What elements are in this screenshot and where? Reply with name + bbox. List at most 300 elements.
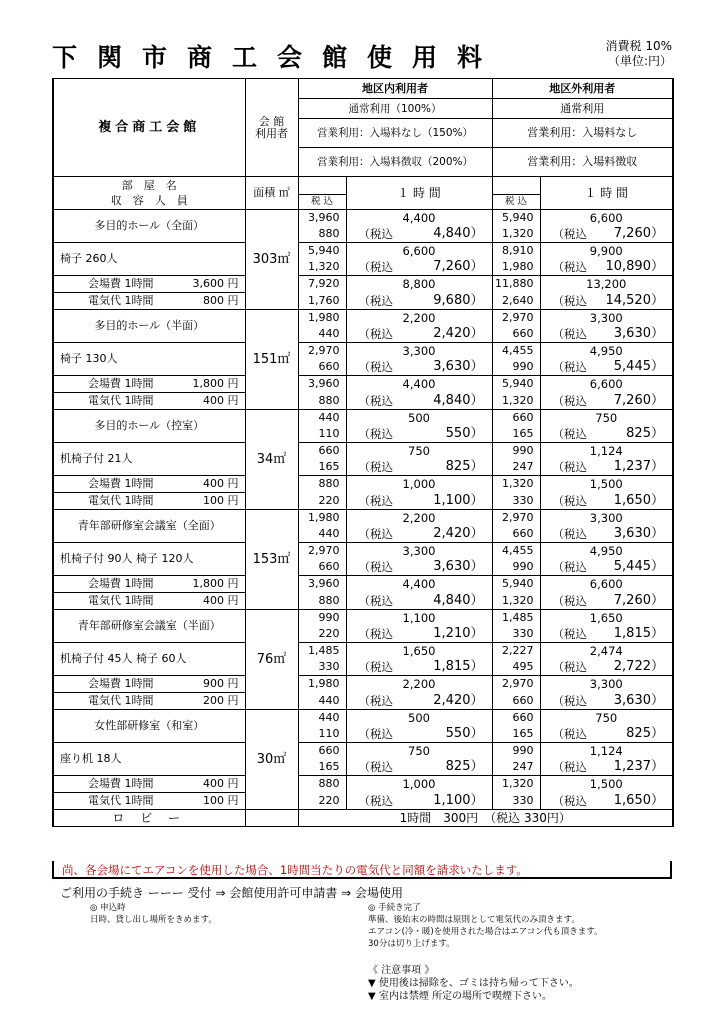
taxed-price-inside xyxy=(346,293,492,310)
tax-amount-inside: 220 xyxy=(298,493,346,510)
taxed-value: 825 xyxy=(445,459,471,474)
venue-fee xyxy=(53,376,245,393)
tax-base-inside: 3,960 xyxy=(298,576,346,593)
taxed-value: 1,210 xyxy=(433,626,471,641)
room-row xyxy=(53,476,673,493)
taxed-price-outside xyxy=(540,759,673,776)
electricity-fee-value: 100 円 xyxy=(203,494,239,507)
room-row xyxy=(53,743,673,760)
taxed-suffix: ） xyxy=(470,459,484,474)
taxed-prefix: （税込 xyxy=(552,627,587,641)
hour-price-inside: 1,100 xyxy=(346,610,492,627)
room-row xyxy=(53,293,673,310)
tax-base-outside: 1,485 xyxy=(492,610,540,627)
hour-price-inside: 1,650 xyxy=(346,643,492,660)
taxed-price-outside xyxy=(540,559,673,576)
taxed-value: 550 xyxy=(445,426,471,441)
tax-amount-inside: 880 xyxy=(298,593,346,610)
taxed-value: 1,237 xyxy=(613,459,651,474)
taxed-prefix: （税込 xyxy=(358,793,393,808)
electricity-fee xyxy=(53,693,245,710)
taxed-value: 2,420 xyxy=(433,692,471,708)
taxed-prefix: （税込 xyxy=(552,760,587,774)
room-row xyxy=(53,443,673,460)
taxed-value: 1,650 xyxy=(613,492,651,508)
tax-base-inside: 880 xyxy=(298,476,346,493)
tax-amount-inside: 440 xyxy=(298,693,346,710)
venue-fee-label: 会場費 1時間 xyxy=(88,677,154,690)
room-area: 30㎡ xyxy=(245,710,298,810)
taxed-price-outside xyxy=(540,259,673,276)
outside-user-header: 地区外利用者 xyxy=(492,79,673,99)
electricity-fee-label: 電気代 1時間 xyxy=(88,794,154,807)
hour-price-outside: 1,124 xyxy=(540,743,673,760)
taxed-prefix: （税込 xyxy=(358,393,393,408)
column-header-row xyxy=(53,177,673,195)
taxed-price-inside xyxy=(346,259,492,276)
tax-in-label-outside: 税 込 xyxy=(492,195,540,210)
taxed-value: 2,722 xyxy=(613,659,651,674)
hour-price-inside: 4,400 xyxy=(346,210,492,227)
taxed-suffix: ） xyxy=(650,392,664,408)
taxed-value: 5,445 xyxy=(613,559,651,574)
taxed-value: 7,260 xyxy=(613,592,651,608)
tax-base-inside: 660 xyxy=(298,443,346,460)
room-row xyxy=(53,410,673,427)
electricity-fee-label: 電気代 1時間 xyxy=(88,694,154,707)
venue-fee-label: 会場費 1時間 xyxy=(88,377,154,390)
taxed-value: 550 xyxy=(445,726,471,741)
taxed-suffix: ） xyxy=(650,626,664,641)
taxed-prefix: （税込 xyxy=(358,427,393,441)
taxed-prefix: （税込 xyxy=(358,527,393,541)
hour-header-outside: １ 時 間 xyxy=(540,177,673,210)
hour-price-outside: 1,500 xyxy=(540,476,673,493)
taxed-suffix: ） xyxy=(470,726,484,741)
taxed-price-outside xyxy=(540,626,673,643)
taxed-prefix: （税込 xyxy=(552,393,587,408)
cautions xyxy=(368,964,579,1003)
taxed-suffix: ） xyxy=(650,559,664,574)
taxed-value: 2,420 xyxy=(433,526,471,541)
electricity-fee-value: 400 円 xyxy=(203,594,239,607)
taxed-price-outside xyxy=(540,426,673,443)
tax-base-outside: 990 xyxy=(492,743,540,760)
electricity-fee-value: 400 円 xyxy=(203,394,239,407)
room-row xyxy=(53,310,673,327)
capacity-header: 収 容 人 員 xyxy=(110,194,188,207)
tax-amount-inside: 330 xyxy=(298,659,346,676)
venue-fee-value: 1,800 円 xyxy=(192,377,239,390)
hour-price-outside: 6,600 xyxy=(540,210,673,227)
room-row xyxy=(53,543,673,560)
caution-1: ▼ 使用後は掃除を、ゴミは持ち帰って下さい。 xyxy=(368,978,579,989)
electricity-fee-value: 800 円 xyxy=(203,294,239,307)
taxed-prefix: （税込 xyxy=(552,660,587,674)
taxed-price-outside xyxy=(540,326,673,343)
tax-amount-inside: 165 xyxy=(298,759,346,776)
hour-price-outside: 2,474 xyxy=(540,643,673,660)
hour-price-outside: 3,300 xyxy=(540,510,673,527)
taxed-value: 825 xyxy=(626,426,651,441)
taxed-price-inside xyxy=(346,459,492,476)
application-text: 日時、貸し出し場所をきめます。 xyxy=(90,915,217,925)
hour-price-inside: 500 xyxy=(346,710,492,727)
tax-amount-outside: 1,980 xyxy=(492,259,540,276)
taxed-value: 1,815 xyxy=(433,659,471,674)
taxed-price-outside xyxy=(540,693,673,710)
tax-amount-outside: 495 xyxy=(492,659,540,676)
room-area: 303㎡ xyxy=(245,210,298,310)
venue-fee-label: 会場費 1時間 xyxy=(88,777,154,790)
taxed-prefix: （税込 xyxy=(358,260,393,274)
taxed-suffix: ） xyxy=(470,659,484,674)
taxed-price-outside xyxy=(540,393,673,410)
taxed-value: 1,815 xyxy=(613,626,651,641)
taxed-value: 3,630 xyxy=(613,526,651,541)
room-row xyxy=(53,693,673,710)
taxed-price-outside xyxy=(540,459,673,476)
taxed-price-outside xyxy=(540,493,673,510)
room-name-header: 部 屋 名 xyxy=(121,179,177,192)
venue-fee-label: 会場費 1時間 xyxy=(88,477,154,490)
taxed-price-inside xyxy=(346,326,492,343)
hour-price-outside: 3,300 xyxy=(540,676,673,693)
taxed-suffix: ） xyxy=(650,492,664,508)
room-row xyxy=(53,276,673,293)
application-note xyxy=(90,902,217,926)
taxed-suffix: ） xyxy=(470,359,484,374)
lobby-row xyxy=(53,810,673,827)
room-row xyxy=(53,510,673,527)
taxed-price-outside xyxy=(540,793,673,810)
taxed-prefix: （税込 xyxy=(552,327,587,341)
room-row xyxy=(53,376,673,393)
hour-price-inside: 4,400 xyxy=(346,376,492,393)
taxed-suffix: ） xyxy=(470,392,484,408)
taxed-prefix: （税込 xyxy=(552,727,587,741)
taxed-price-inside xyxy=(346,493,492,510)
tax-amount-outside: 990 xyxy=(492,559,540,576)
taxed-suffix: ） xyxy=(650,259,664,274)
taxed-suffix: ） xyxy=(650,759,664,774)
hour-price-inside: 2,200 xyxy=(346,676,492,693)
hour-price-outside: 4,950 xyxy=(540,543,673,560)
venue-fee xyxy=(53,476,245,493)
room-capacity: 椅子 260人 xyxy=(53,243,245,276)
hour-price-inside: 1,000 xyxy=(346,476,492,493)
room-row xyxy=(53,676,673,693)
taxed-suffix: ） xyxy=(470,626,484,641)
taxed-prefix: （税込 xyxy=(358,360,393,374)
taxed-price-inside xyxy=(346,393,492,410)
tax-base-outside: 2,970 xyxy=(492,510,540,527)
taxed-suffix: ） xyxy=(650,426,664,441)
tax-amount-inside: 440 xyxy=(298,326,346,343)
electricity-fee-label: 電気代 1時間 xyxy=(88,494,154,507)
tax-base-outside: 2,970 xyxy=(492,676,540,693)
taxed-prefix: （税込 xyxy=(358,460,393,474)
taxed-price-inside xyxy=(346,559,492,576)
room-name: 青年部研修室会議室（全面） xyxy=(53,510,245,543)
electricity-fee-label: 電気代 1時間 xyxy=(88,394,154,407)
tax-base-outside: 660 xyxy=(492,710,540,727)
building-name: 複合商工会館 xyxy=(53,79,245,177)
taxed-prefix: （税込 xyxy=(552,527,587,541)
taxed-price-inside xyxy=(346,693,492,710)
header-row xyxy=(53,79,673,99)
taxed-suffix: ） xyxy=(650,592,664,608)
hour-price-outside: 9,900 xyxy=(540,243,673,260)
electricity-fee xyxy=(53,293,245,310)
taxed-price-outside xyxy=(540,593,673,610)
hour-price-outside: 750 xyxy=(540,710,673,727)
hour-price-outside: 4,950 xyxy=(540,343,673,360)
tax-amount-inside: 220 xyxy=(298,793,346,810)
taxed-price-inside xyxy=(346,359,492,376)
taxed-value: 1,237 xyxy=(613,759,651,774)
completion-text-2: エアコン(冷・暖)を使用された場合はエアコン代も頂きます。 xyxy=(368,927,603,937)
procedure-line: ご利用の手続き ーーー 受付 ⇒ 会館使用許可申請書 ⇒ 会場使用 xyxy=(60,886,403,900)
taxed-value: 2,420 xyxy=(433,326,471,341)
hour-price-outside: 13,200 xyxy=(540,276,673,293)
electricity-fee xyxy=(53,493,245,510)
room-area: 153㎡ xyxy=(245,510,298,610)
tax-base-outside: 2,227 xyxy=(492,643,540,660)
tax-base-inside: 880 xyxy=(298,776,346,793)
room-row xyxy=(53,776,673,793)
taxed-value: 825 xyxy=(626,726,651,741)
room-area: 34㎡ xyxy=(245,410,298,510)
room-name: 多目的ホール（控室） xyxy=(53,410,245,443)
hour-price-outside: 3,300 xyxy=(540,310,673,327)
lobby-name: ロ ビ ー xyxy=(53,810,245,827)
taxed-price-inside xyxy=(346,626,492,643)
taxed-price-inside xyxy=(346,726,492,743)
taxed-price-outside xyxy=(540,726,673,743)
taxed-price-outside xyxy=(540,226,673,243)
taxed-price-inside xyxy=(346,526,492,543)
tax-note xyxy=(596,39,672,69)
taxed-prefix: （税込 xyxy=(358,227,393,241)
room-row xyxy=(53,243,673,260)
taxed-suffix: ） xyxy=(470,492,484,508)
taxed-suffix: ） xyxy=(470,226,484,241)
room-row xyxy=(53,593,673,610)
tax-amount-outside: 330 xyxy=(492,793,540,810)
hour-price-inside: 3,300 xyxy=(346,543,492,560)
biz-paid-outside: 営業利用：入場料徴収 xyxy=(492,148,673,177)
room-capacity: 椅子 130人 xyxy=(53,343,245,376)
hour-price-inside: 500 xyxy=(346,410,492,427)
tax-base-inside: 5,940 xyxy=(298,243,346,260)
taxed-value: 7,260 xyxy=(613,226,651,241)
taxed-prefix: （税込 xyxy=(358,493,393,508)
tax-base-outside: 990 xyxy=(492,443,540,460)
tax-base-outside: 660 xyxy=(492,410,540,427)
tax-amount-inside: 165 xyxy=(298,459,346,476)
taxed-prefix: （税込 xyxy=(358,693,393,708)
tax-base-outside: 1,320 xyxy=(492,476,540,493)
hour-price-outside: 6,600 xyxy=(540,376,673,393)
taxed-suffix: ） xyxy=(470,326,484,341)
hour-price-inside: 750 xyxy=(346,443,492,460)
taxed-price-outside xyxy=(540,659,673,676)
taxed-value: 1,100 xyxy=(433,792,471,808)
taxed-prefix: （税込 xyxy=(358,660,393,674)
taxed-prefix: （税込 xyxy=(552,460,587,474)
taxed-suffix: ） xyxy=(650,659,664,674)
tax-amount-outside: 247 xyxy=(492,459,540,476)
tax-base-inside: 1,980 xyxy=(298,676,346,693)
venue-fee-value: 1,800 円 xyxy=(192,577,239,590)
inside-user-header: 地区内利用者 xyxy=(298,79,492,99)
taxed-suffix: ） xyxy=(650,526,664,541)
taxed-prefix: （税込 xyxy=(552,560,587,574)
fee-table xyxy=(52,78,674,827)
completion-text-1: 準備、後始末の時間は原則として電気代のみ頂きます。 xyxy=(368,915,580,925)
taxed-prefix: （税込 xyxy=(552,793,587,808)
taxed-prefix: （税込 xyxy=(358,560,393,574)
room-capacity: 机椅子付 21人 xyxy=(53,443,245,476)
room-row xyxy=(53,643,673,660)
tax-base-inside: 990 xyxy=(298,610,346,627)
taxed-suffix: ） xyxy=(470,692,484,708)
taxed-price-inside xyxy=(346,793,492,810)
biz-free-inside: 営業利用：入場料なし（150%） xyxy=(298,119,492,148)
taxed-prefix: （税込 xyxy=(358,293,393,308)
tax-amount-outside: 660 xyxy=(492,693,540,710)
tax-amount-inside: 660 xyxy=(298,559,346,576)
tax-base-inside: 1,980 xyxy=(298,310,346,327)
tax-base-inside: 3,960 xyxy=(298,376,346,393)
electricity-fee-value: 200 円 xyxy=(203,694,239,707)
tax-base-inside: 2,970 xyxy=(298,343,346,360)
tax-base-inside: 440 xyxy=(298,410,346,427)
taxed-prefix: （税込 xyxy=(358,627,393,641)
tax-amount-inside: 110 xyxy=(298,426,346,443)
taxed-suffix: ） xyxy=(470,592,484,608)
tax-base-outside: 5,940 xyxy=(492,210,540,227)
hour-price-inside: 8,800 xyxy=(346,276,492,293)
taxed-suffix: ） xyxy=(650,692,664,708)
taxed-suffix: ） xyxy=(470,559,484,574)
tax-amount-outside: 330 xyxy=(492,493,540,510)
taxed-prefix: （税込 xyxy=(552,227,587,241)
room-row xyxy=(53,343,673,360)
tax-amount-inside: 110 xyxy=(298,726,346,743)
taxed-price-outside xyxy=(540,293,673,310)
user-type-header: 会 館 利用者 xyxy=(245,79,298,177)
taxed-price-outside xyxy=(540,359,673,376)
room-name: 青年部研修室会議室（半面） xyxy=(53,610,245,643)
taxed-prefix: （税込 xyxy=(552,427,587,441)
room-name: 多目的ホール（全面） xyxy=(53,210,245,243)
tax-amount-outside: 1,320 xyxy=(492,393,540,410)
hour-price-inside: 2,200 xyxy=(346,510,492,527)
tax-base-outside: 5,940 xyxy=(492,576,540,593)
taxed-value: 7,260 xyxy=(433,259,471,274)
room-row xyxy=(53,710,673,727)
biz-paid-inside: 営業利用：入場料徴収（200%） xyxy=(298,148,492,177)
taxed-prefix: （税込 xyxy=(552,693,587,708)
taxed-value: 14,520 xyxy=(605,292,651,308)
tax-amount-outside: 165 xyxy=(492,426,540,443)
hour-price-inside: 3,300 xyxy=(346,343,492,360)
room-area: 151㎡ xyxy=(245,310,298,410)
hour-price-outside: 1,650 xyxy=(540,610,673,627)
tax-base-outside: 8,910 xyxy=(492,243,540,260)
tax-base-inside: 3,960 xyxy=(298,210,346,227)
hour-price-inside: 1,000 xyxy=(346,776,492,793)
taxed-suffix: ） xyxy=(650,292,664,308)
hour-price-inside: 750 xyxy=(346,743,492,760)
taxed-price-inside xyxy=(346,659,492,676)
tax-rate: 消費税 10% xyxy=(605,39,672,53)
tax-amount-inside: 880 xyxy=(298,393,346,410)
electricity-fee xyxy=(53,593,245,610)
taxed-suffix: ） xyxy=(470,792,484,808)
tax-base-inside: 440 xyxy=(298,710,346,727)
taxed-prefix: （税込 xyxy=(358,327,393,341)
room-row xyxy=(53,393,673,410)
room-capacity: 机椅子付 45人 椅子 60人 xyxy=(53,643,245,676)
taxed-price-inside xyxy=(346,759,492,776)
taxed-value: 1,650 xyxy=(613,792,651,808)
taxed-prefix: （税込 xyxy=(552,360,587,374)
unit-note: （単位:円） xyxy=(607,54,672,68)
tax-base-inside: 1,485 xyxy=(298,643,346,660)
taxed-price-inside xyxy=(346,426,492,443)
completion-note xyxy=(368,902,603,950)
taxed-value: 5,445 xyxy=(613,359,651,374)
taxed-price-inside xyxy=(346,226,492,243)
hour-header-inside: １ 時 間 xyxy=(346,177,492,210)
taxed-value: 3,630 xyxy=(433,359,471,374)
room-row xyxy=(53,493,673,510)
electricity-fee xyxy=(53,393,245,410)
taxed-suffix: ） xyxy=(650,792,664,808)
hour-price-inside: 2,200 xyxy=(346,310,492,327)
taxed-value: 825 xyxy=(445,759,471,774)
taxed-prefix: （税込 xyxy=(358,760,393,774)
tax-amount-inside: 1,320 xyxy=(298,259,346,276)
taxed-suffix: ） xyxy=(650,226,664,241)
electricity-fee xyxy=(53,793,245,810)
venue-fee xyxy=(53,676,245,693)
tax-amount-outside: 165 xyxy=(492,726,540,743)
venue-fee-value: 3,600 円 xyxy=(192,277,239,290)
hour-price-outside: 750 xyxy=(540,410,673,427)
taxed-suffix: ） xyxy=(470,526,484,541)
tax-amount-outside: 660 xyxy=(492,326,540,343)
tax-amount-inside: 1,760 xyxy=(298,293,346,310)
tax-base-inside: 1,980 xyxy=(298,510,346,527)
taxed-prefix: （税込 xyxy=(552,593,587,608)
room-row xyxy=(53,610,673,627)
room-row xyxy=(53,576,673,593)
venue-fee-value: 400 円 xyxy=(203,777,239,790)
hour-price-inside: 6,600 xyxy=(346,243,492,260)
taxed-prefix: （税込 xyxy=(552,260,587,274)
hour-price-outside: 1,124 xyxy=(540,443,673,460)
taxed-suffix: ） xyxy=(650,726,664,741)
taxed-suffix: ） xyxy=(470,426,484,441)
taxed-value: 3,630 xyxy=(433,559,471,574)
tax-amount-outside: 1,320 xyxy=(492,593,540,610)
tax-amount-outside: 660 xyxy=(492,526,540,543)
room-row xyxy=(53,210,673,227)
